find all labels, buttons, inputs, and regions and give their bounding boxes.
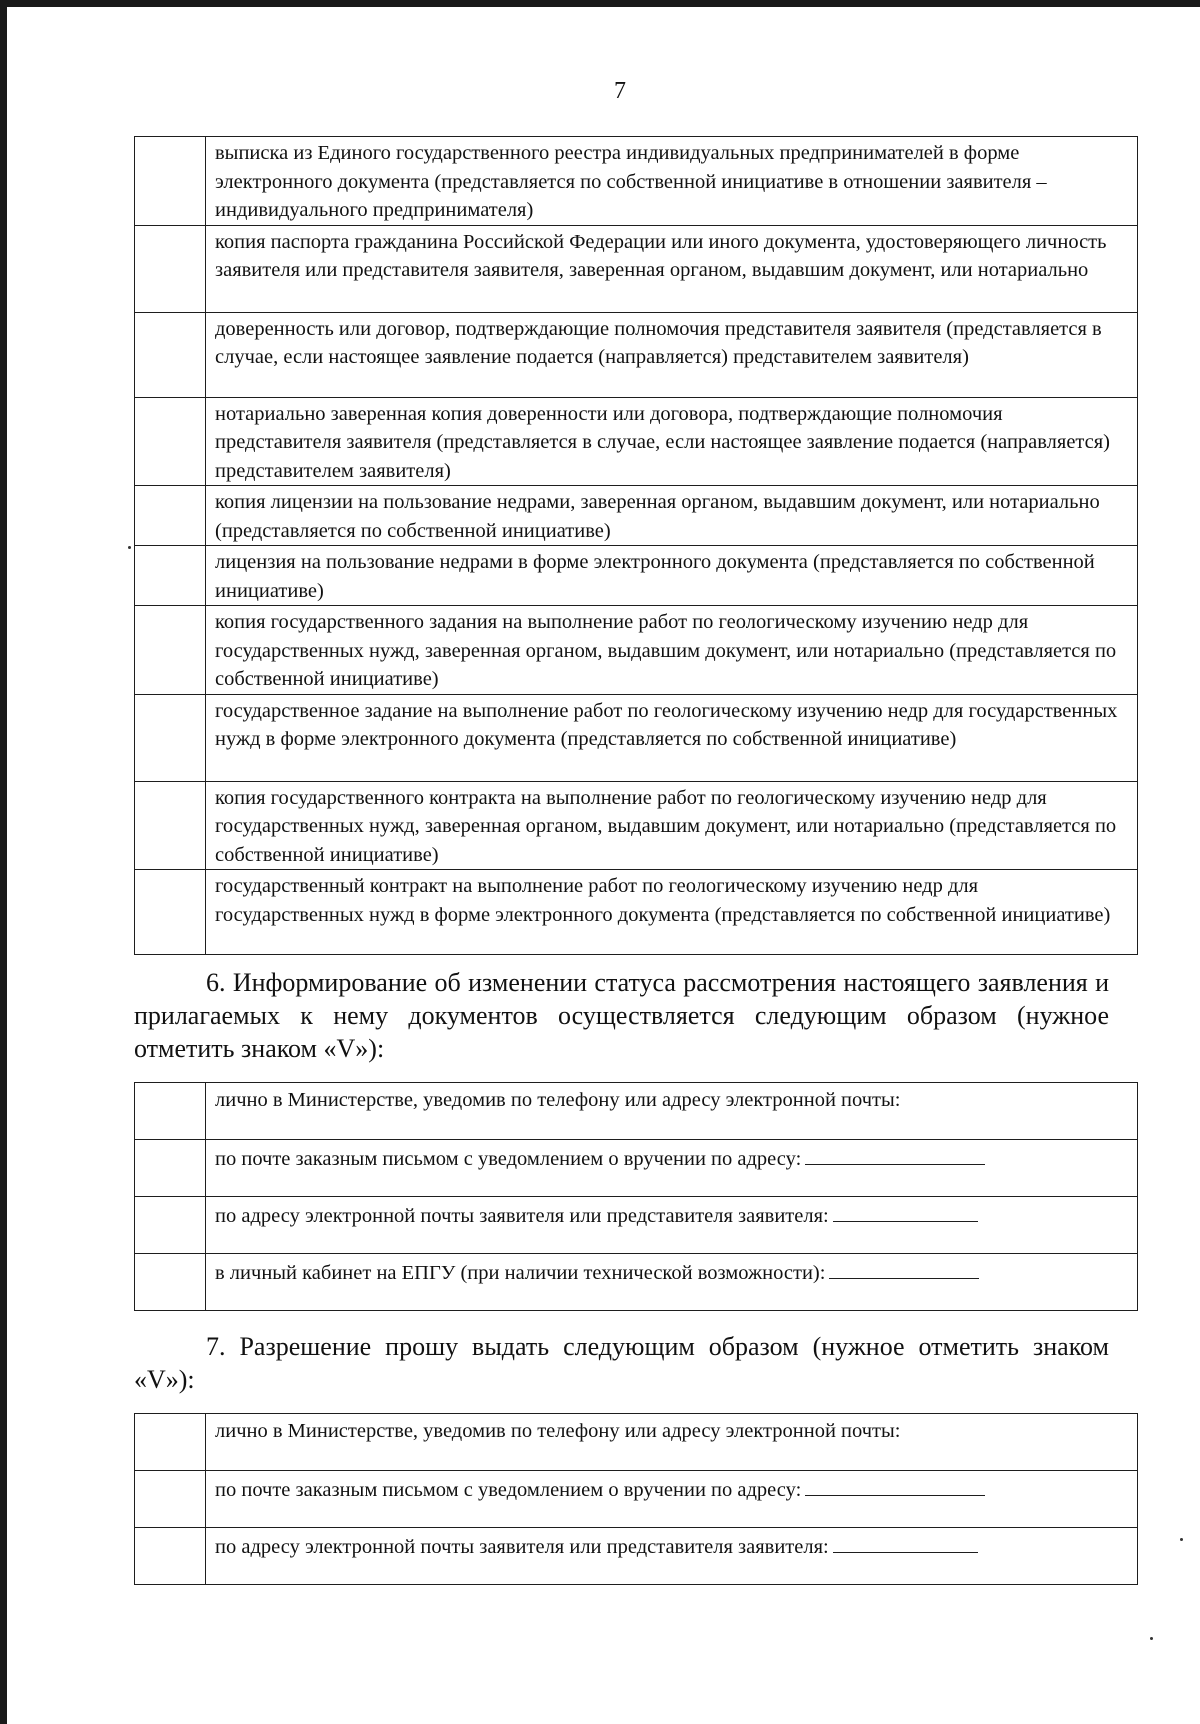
checkbox-cell[interactable]	[135, 397, 206, 486]
page-number: 7	[614, 78, 626, 104]
table-row	[135, 870, 1138, 955]
scan-speck	[1150, 1637, 1153, 1640]
address-fill-line[interactable]	[805, 1475, 985, 1496]
scan-top-border	[0, 0, 1200, 7]
table-row	[135, 312, 1138, 397]
document-item: копия государственного задания на выполнение работ по геологическому изучению недр для государственных нужд, заверенная органом, выдавшим документ, или нотариально (представляется по собственной инициативе)	[206, 606, 1138, 695]
table-row	[135, 1528, 1138, 1585]
checkbox-cell[interactable]	[135, 781, 206, 870]
checkbox-cell[interactable]	[135, 225, 206, 312]
document-item: государственное задание на выполнение работ по геологическому изучению недр для государственных нужд в форме электронного документа (представляется по собственной инициативе)	[206, 694, 1138, 781]
table-row	[135, 1414, 1138, 1471]
table-row	[135, 225, 1138, 312]
checkbox-cell[interactable]	[135, 1254, 206, 1311]
document-item: лицензия на пользование недрами в форме электронного документа (представляется по собственной инициативе)	[206, 546, 1138, 606]
option-text: в личный кабинет на ЕПГУ (при наличии технической возможности):	[215, 1262, 826, 1284]
checkbox-cell[interactable]	[135, 486, 206, 546]
table-row	[135, 1083, 1138, 1140]
table-row	[135, 397, 1138, 486]
table-row	[135, 137, 1138, 226]
checkbox-cell[interactable]	[135, 1414, 206, 1471]
option-label	[206, 1197, 1138, 1254]
address-fill-line[interactable]	[805, 1144, 985, 1165]
document-item: выписка из Единого государственного реестра индивидуальных предпринимателей в форме электронного документа (представляется по собственной инициативе в отношении заявителя – индивидуального предпринимателя)	[206, 137, 1138, 226]
notification-options-table	[134, 1082, 1138, 1311]
section-7-heading: 7. Разрешение прошу выдать следующим образом (нужное отметить знаком «V»):	[134, 1332, 1109, 1394]
checkbox-cell[interactable]	[135, 1083, 206, 1140]
document-item: нотариально заверенная копия доверенности или договора, подтверждающие полномочия представителя заявителя (представляется в случае, если настоящее заявление подается (направляется) представителем заявителя)	[206, 397, 1138, 486]
document-item: копия лицензии на пользование недрами, заверенная органом, выдавшим документ, или нотариально (представляется по собственной инициативе)	[206, 486, 1138, 546]
option-text: лично в Министерстве, уведомив по телефону или адресу электронной почты:	[215, 1089, 901, 1111]
checkbox-cell[interactable]	[135, 606, 206, 695]
option-label	[206, 1414, 1138, 1471]
option-text: по почте заказным письмом с уведомлением о вручении по адресу:	[215, 1148, 802, 1170]
checkbox-cell[interactable]	[135, 1471, 206, 1528]
checkbox-cell[interactable]	[135, 870, 206, 955]
epgu-fill-line[interactable]	[829, 1258, 979, 1279]
scan-speck	[1180, 1538, 1183, 1541]
checkbox-cell[interactable]	[135, 1528, 206, 1585]
checkbox-cell[interactable]	[135, 312, 206, 397]
documents-table	[134, 136, 1138, 955]
option-label	[206, 1471, 1138, 1528]
section-6-heading: 6. Информирование об изменении статуса рассмотрения настоящего заявления и прилагаемых к нему документов осуществляется следующим образом (нужное отметить знаком «V»):	[134, 968, 1109, 1063]
issuance-options-table	[134, 1413, 1138, 1585]
document-item: доверенность или договор, подтверждающие полномочия представителя заявителя (представляется в случае, если настоящее заявление подается (направляется) представителем заявителя)	[206, 312, 1138, 397]
option-text: по почте заказным письмом с уведомлением о вручении по адресу:	[215, 1479, 802, 1501]
table-row	[135, 781, 1138, 870]
checkbox-cell[interactable]	[135, 1140, 206, 1197]
table-row	[135, 606, 1138, 695]
email-fill-line[interactable]	[833, 1201, 978, 1222]
checkbox-cell[interactable]	[135, 1197, 206, 1254]
option-label	[206, 1528, 1138, 1585]
option-text: лично в Министерстве, уведомив по телефону или адресу электронной почты:	[215, 1420, 901, 1442]
table-row	[135, 546, 1138, 606]
table-row	[135, 1471, 1138, 1528]
checkbox-cell[interactable]	[135, 137, 206, 226]
document-item: копия паспорта гражданина Российской Федерации или иного документа, удостоверяющего личность заявителя или представителя заявителя, заверенная органом, выдавшим документ, или нотариально	[206, 225, 1138, 312]
option-text: по адресу электронной почты заявителя или представителя заявителя:	[215, 1536, 829, 1558]
option-text: по адресу электронной почты заявителя или представителя заявителя:	[215, 1205, 829, 1227]
table-row	[135, 486, 1138, 546]
document-item: государственный контракт на выполнение работ по геологическому изучению недр для государственных нужд в форме электронного документа (представляется по собственной инициативе)	[206, 870, 1138, 955]
option-label	[206, 1254, 1138, 1311]
option-label	[206, 1140, 1138, 1197]
checkbox-cell[interactable]	[135, 546, 206, 606]
table-row	[135, 1140, 1138, 1197]
document-item: копия государственного контракта на выполнение работ по геологическому изучению недр для государственных нужд, заверенная органом, выдавшим документ, или нотариально (представляется по собственной инициативе)	[206, 781, 1138, 870]
email-fill-line[interactable]	[833, 1532, 978, 1553]
table-row	[135, 1197, 1138, 1254]
option-label	[206, 1083, 1138, 1140]
table-row	[135, 1254, 1138, 1311]
table-row	[135, 694, 1138, 781]
scan-speck	[128, 546, 131, 549]
checkbox-cell[interactable]	[135, 694, 206, 781]
scan-left-border	[0, 0, 7, 1724]
